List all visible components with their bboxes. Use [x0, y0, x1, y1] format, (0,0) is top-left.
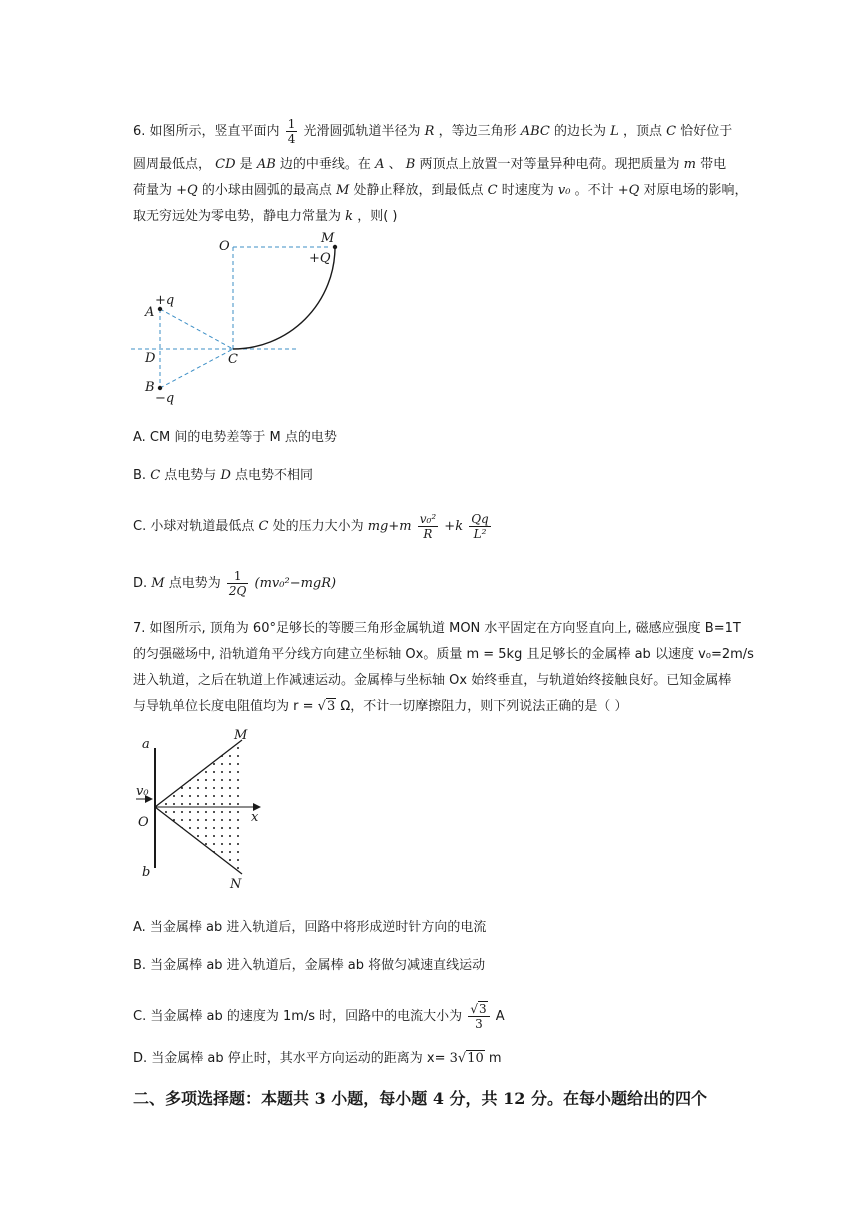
- radicand: 3: [326, 699, 336, 714]
- option-text: A. 当金属棒 ab 进入轨道后，回路中将形成逆时针方向的电流: [133, 920, 487, 935]
- frac-num: v₀²: [419, 512, 437, 526]
- label-b: B: [145, 380, 155, 395]
- frac-num: Qq: [471, 512, 489, 526]
- label-c: C: [228, 352, 238, 367]
- q7-text: 进入轨道，之后在轨道上作减速运动。金属棒与坐标轴 Ox 始终垂直，与轨道始终接触良好。已知金属棒: [133, 673, 732, 688]
- q7-text: Ω，不计一切摩擦阻力，则下列说法正确的是（ ）: [340, 699, 628, 714]
- label-o: O: [219, 239, 230, 254]
- q6-line-2: [133, 155, 726, 175]
- sqrt-3: √3: [317, 699, 336, 714]
- label-a: A: [145, 305, 155, 320]
- option-text: B.: [133, 468, 147, 483]
- section-heading: 二、多项选择题：本题共 3 小题，每小题 4 分，共 12 分。在每小题给出的四个: [133, 1089, 707, 1108]
- option-text: D.: [133, 576, 148, 591]
- q6-text: 光滑圆弧轨道半径为: [303, 124, 421, 139]
- math-expression: mg+m: [367, 519, 412, 534]
- math-symbol: R: [424, 124, 435, 139]
- dashed-line-bc: [160, 349, 233, 388]
- math-symbol: C: [150, 468, 161, 483]
- q6-option-a: [133, 428, 337, 448]
- label-o: O: [138, 815, 149, 830]
- frac-num: 1: [227, 569, 248, 584]
- math-symbol: k: [345, 209, 354, 224]
- math-symbol: L: [610, 124, 619, 139]
- q7-text: 的匀强磁场中, 沿轨道角平分线方向建立坐标轴 Ox。质量 m = 5kg 且足够长的金属棒 ab 以速度 v₀=2m/s: [133, 647, 754, 662]
- fraction-1-2q: [227, 569, 248, 598]
- math-symbol: m: [683, 157, 696, 172]
- q7-line-3: [133, 671, 731, 691]
- label-m: M: [234, 728, 248, 743]
- radicand: 3: [478, 1002, 487, 1016]
- option-text: 点电势不相同: [235, 468, 314, 483]
- q6-line-3: [133, 181, 747, 201]
- q7-option-a: [133, 918, 486, 938]
- q7-line-2: [133, 645, 754, 665]
- q6-text: 取无穷远处为零电势，静电力常量为: [133, 209, 342, 224]
- q7-option-d: [133, 1049, 502, 1069]
- label-b: b: [142, 865, 151, 880]
- q6-text: 是: [239, 157, 253, 172]
- fraction-v0-r: [418, 512, 438, 541]
- option-text: C. 当金属棒 ab 的速度为 1m/s 时，回路中的电流大小为: [133, 1009, 463, 1024]
- label-plus-q-big: +Q: [309, 251, 331, 266]
- math-symbol: +Q: [617, 183, 640, 198]
- q7-figure: [130, 728, 270, 893]
- math-symbol: B: [405, 157, 416, 172]
- q6-text: 边的中垂线。在: [279, 157, 371, 172]
- q6-text: 荷量为: [133, 183, 173, 198]
- expr-3sqrt10: 3√10: [449, 1051, 484, 1066]
- fraction-quarter: [286, 117, 298, 146]
- q7-line-1: [133, 619, 741, 639]
- math-symbol: C: [666, 124, 677, 139]
- frac-num: 1: [287, 117, 296, 131]
- q6-option-b: [133, 466, 313, 486]
- q6-text: 带电: [700, 157, 727, 172]
- label-plus-q: +q: [155, 293, 175, 308]
- math-symbol: CD: [215, 157, 236, 172]
- option-text: 处的压力大小为: [272, 519, 364, 534]
- q6-text: 的边长为: [554, 124, 607, 139]
- option-text: B. 当金属棒 ab 进入轨道后，金属棒 ab 将做匀减速直线运动: [133, 958, 486, 973]
- q6-figure: [125, 228, 335, 413]
- q6-option-c: [133, 512, 493, 541]
- math-symbol: D: [220, 468, 231, 483]
- frac-den: 3: [475, 1017, 483, 1031]
- q6-text: 恰好位于: [680, 124, 733, 139]
- frac-den: 2Q: [228, 584, 247, 598]
- q7-option-c: [133, 1002, 505, 1031]
- option-text: A: [495, 1009, 505, 1024]
- label-v0: v₀: [136, 784, 149, 799]
- label-minus-q: −q: [155, 391, 175, 406]
- math-symbol: M: [336, 183, 350, 198]
- q6-text: 。不计: [574, 183, 614, 198]
- q7-option-b: [133, 956, 485, 976]
- q6-text: 6. 如图所示，竖直平面内: [133, 124, 280, 139]
- math-symbol: ABC: [520, 124, 550, 139]
- q6-text: 处静止释放，到最低点: [353, 183, 484, 198]
- q6-text: ，则( ): [357, 209, 398, 224]
- label-a: a: [142, 737, 150, 752]
- q6-text: 圆周最低点，: [133, 157, 212, 172]
- label-m: M: [321, 231, 335, 246]
- point-b: [158, 386, 162, 390]
- q6-text: 的小球由圆弧的最高点: [201, 183, 332, 198]
- option-text: D. 当金属棒 ab 停止时，其水平方向运动的距离为 x=: [133, 1051, 446, 1066]
- q6-text: ，等边三角形: [438, 124, 517, 139]
- q6-line-1: [133, 117, 732, 146]
- q6-text: 时速度为: [501, 183, 554, 198]
- frac-den: L²: [473, 527, 487, 541]
- frac-den: 4: [287, 132, 296, 146]
- math-symbol: +Q: [176, 183, 198, 198]
- q6-text: 、: [388, 157, 402, 172]
- option-text: 点电势为: [168, 576, 221, 591]
- q6-text: 两顶点上放置一对等量异种电荷。现把质量为: [419, 157, 680, 172]
- q6-line-4: [133, 207, 397, 227]
- dashed-line-ac: [160, 309, 233, 349]
- q6-text: ，顶点: [622, 124, 662, 139]
- option-text: 点电势与: [164, 468, 217, 483]
- coefficient: 3: [449, 1051, 458, 1066]
- q7-text: 7. 如图所示, 顶角为 60°足够长的等腰三角形金属轨道 MON 水平固定在方向竖直向上, 磁感应强度 B=1T: [133, 621, 741, 636]
- q6-option-d: [133, 569, 336, 598]
- math-symbol: A: [375, 157, 385, 172]
- option-text: C. 小球对轨道最低点: [133, 519, 255, 534]
- frac-den: R: [423, 527, 433, 541]
- option-text: A. CM 间的电势差等于 M 点的电势: [133, 430, 337, 445]
- math-expression: (mv₀²−mgR): [254, 576, 337, 591]
- option-text: m: [488, 1051, 502, 1066]
- math-expression: +k: [444, 519, 464, 534]
- math-symbol: C: [487, 183, 498, 198]
- label-n: N: [230, 877, 242, 892]
- q7-text: 与导轨单位长度电阻值均为 r =: [133, 699, 314, 714]
- math-symbol: M: [151, 576, 165, 591]
- frac-num: √3: [468, 1002, 489, 1017]
- label-d: D: [145, 351, 156, 366]
- radicand: 10: [467, 1051, 484, 1066]
- math-symbol: C: [258, 519, 269, 534]
- math-symbol: AB: [256, 157, 276, 172]
- q6-text: 对原电场的影响，: [643, 183, 748, 198]
- math-symbol: v₀: [557, 183, 571, 198]
- fraction-sqrt3-3: [468, 1002, 489, 1031]
- label-x: x: [251, 810, 259, 825]
- q7-line-4: [133, 697, 627, 717]
- fraction-qq-l2: [469, 512, 491, 541]
